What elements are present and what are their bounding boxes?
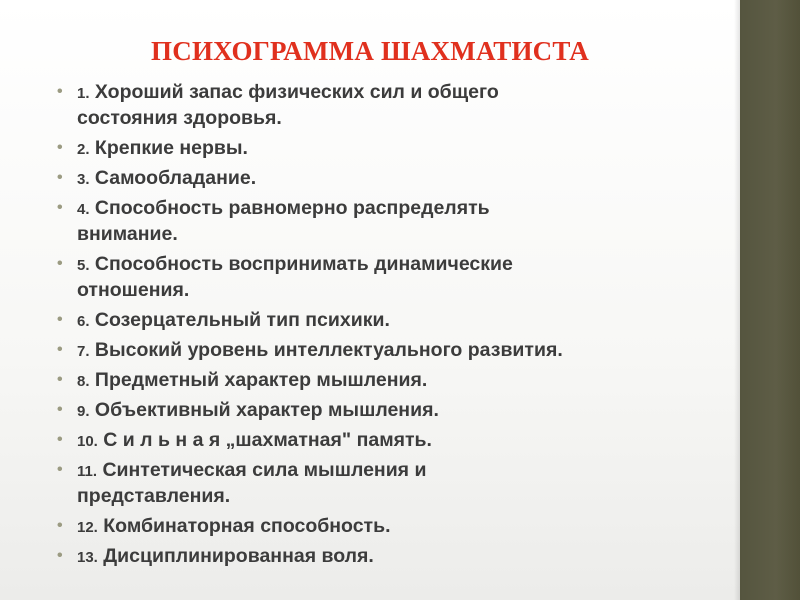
bullet-icon: • <box>57 139 63 156</box>
list-item-line <box>77 544 717 570</box>
list-item-text: представления. <box>77 485 231 507</box>
bullet-icon: • <box>57 517 63 534</box>
list-item-line <box>77 106 717 130</box>
list-item-number: 9. <box>77 403 90 420</box>
list-item-text: внимание. <box>77 223 178 245</box>
list-item-text: С и л ь н а я „шахматная" память. <box>97 429 432 451</box>
list-item <box>57 80 717 130</box>
bullet-icon: • <box>57 461 63 478</box>
side-bar <box>740 0 800 600</box>
bullet-icon: • <box>57 341 63 358</box>
list-item-line <box>77 196 717 222</box>
list-item-text: Высокий уровень интеллектуального развития. <box>89 339 563 361</box>
list-item <box>57 544 717 570</box>
list-item <box>57 428 717 454</box>
list-item-text: Синтетическая сила мышления и <box>97 459 427 481</box>
bullet-icon: • <box>57 255 63 272</box>
list-item-line <box>77 398 717 424</box>
list-item-line <box>77 458 717 484</box>
list-item-number: 8. <box>77 373 90 390</box>
list-item-number: 3. <box>77 171 90 188</box>
list-item-line <box>77 368 717 394</box>
list-item-line <box>77 484 717 508</box>
list-item-number: 7. <box>77 343 90 360</box>
bullet-icon: • <box>57 169 63 186</box>
bullet-icon: • <box>57 311 63 328</box>
bullet-icon: • <box>57 371 63 388</box>
list-item-text: Хороший запас физических сил и общего <box>89 81 499 103</box>
bullet-icon: • <box>57 199 63 216</box>
list-item-text: Созерцательный тип психики. <box>89 309 390 331</box>
list-item-line <box>77 252 717 278</box>
list-item-text: Крепкие нервы. <box>89 137 248 159</box>
list-item-number: 5. <box>77 257 90 274</box>
slide-title: ПСИХОГРАММА ШАХМАТИСТА <box>151 36 589 66</box>
list-item-number: 12. <box>77 519 98 536</box>
list-item <box>57 458 717 508</box>
list-item-number: 10. <box>77 433 98 450</box>
list-item-line <box>77 514 717 540</box>
bullet-icon: • <box>57 547 63 564</box>
list-item-text: Способность равномерно распределять <box>89 197 490 219</box>
list-item-line <box>77 338 717 364</box>
list-item <box>57 196 717 246</box>
list-item-line <box>77 278 717 302</box>
list-item-text: Самообладание. <box>89 167 257 189</box>
list-item-text: Предметный характер мышления. <box>89 369 428 391</box>
list-item-text: состояния здоровья. <box>77 107 282 129</box>
list-item <box>57 338 717 364</box>
list-item-line <box>77 222 717 246</box>
bullet-icon: • <box>57 401 63 418</box>
list-item <box>57 514 717 540</box>
list-item-text: Способность воспринимать динамические <box>89 253 513 275</box>
list-item <box>57 166 717 192</box>
list-item-line <box>77 308 717 334</box>
list-item-number: 11. <box>77 463 98 480</box>
list-item-line <box>77 428 717 454</box>
list-item-line <box>77 80 717 106</box>
list-item-line <box>77 136 717 162</box>
list-item-text: Объективный характер мышления. <box>89 399 439 421</box>
list-item-text: отношения. <box>77 279 190 301</box>
list-item-number: 6. <box>77 313 90 330</box>
list-item-number: 13. <box>77 549 98 566</box>
bullet-icon: • <box>57 431 63 448</box>
bullet-list <box>57 80 717 574</box>
list-item-number: 2. <box>77 141 90 158</box>
list-item-number: 4. <box>77 201 90 218</box>
list-item <box>57 252 717 302</box>
list-item-text: Дисциплинированная воля. <box>97 545 374 567</box>
list-item <box>57 308 717 334</box>
bullet-icon: • <box>57 83 63 100</box>
list-item <box>57 368 717 394</box>
list-item-number: 1. <box>77 85 90 102</box>
list-item-line <box>77 166 717 192</box>
list-item-text: Комбинаторная способность. <box>97 515 391 537</box>
list-item <box>57 398 717 424</box>
list-item <box>57 136 717 162</box>
